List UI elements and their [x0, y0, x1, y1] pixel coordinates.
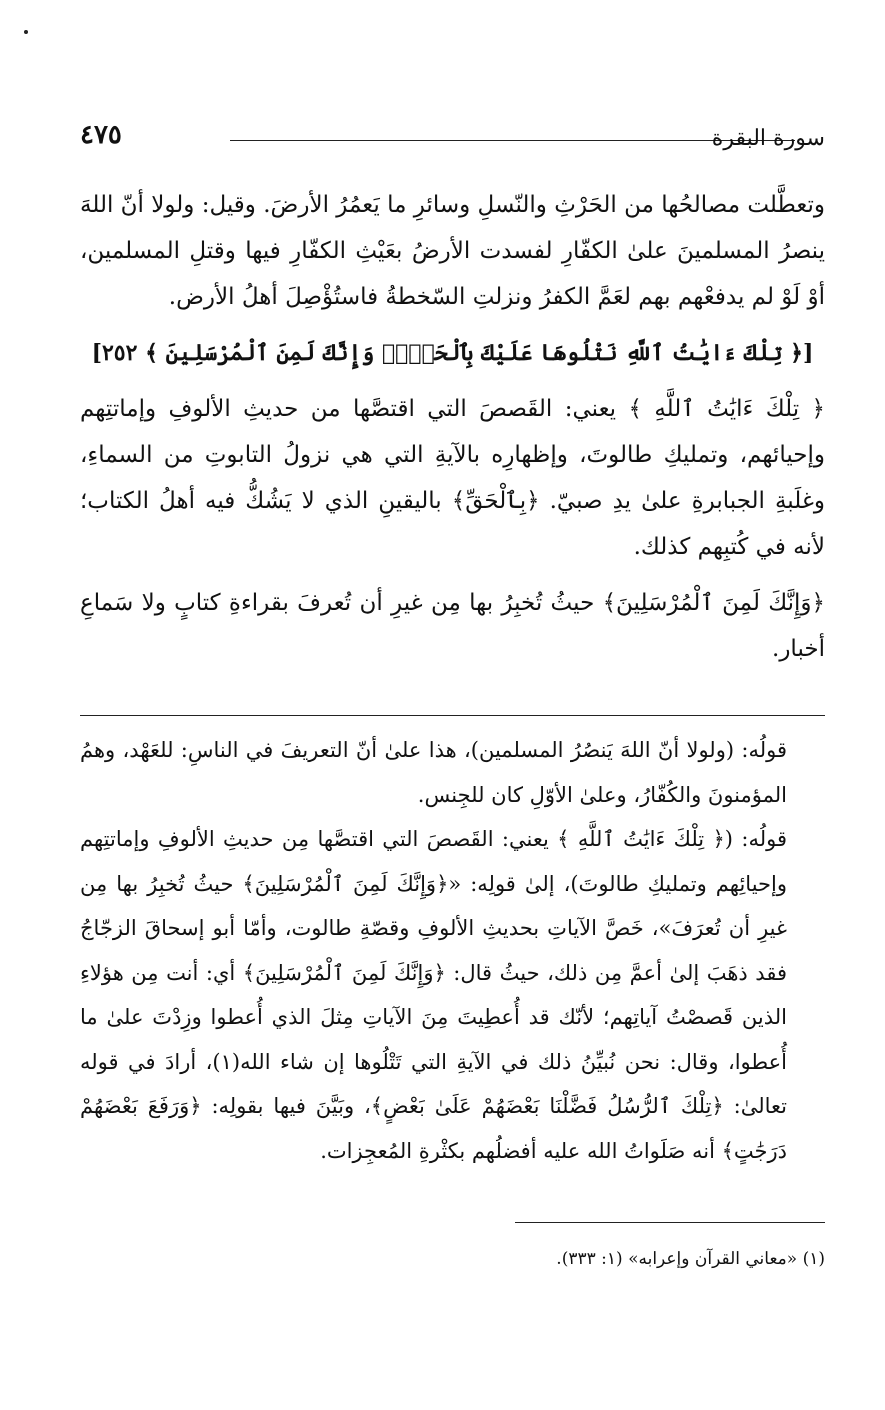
commentary-paragraph-2: قولُه: (﴿ تِلْكَ ءَايَٰتُ ٱللَّهِ ﴾ يعني: القَصصَ التي اقتصَّها مِن حديثِ الألوفِ وإماتتِهم وإحيائِهم وتمليكِ طالوتَ)، إلىٰ قولِه: «﴿وَإِنَّكَ لَمِنَ ٱلْمُرْسَلِينَ﴾ حيثُ تُخبِرُ بها مِن غيرِ أن تُعرَفَ»، خَصَّ الآياتِ بحديثِ الألوفِ وقصّةِ طالوت، وأمّا أبو إسحاقَ الزجّاجُ فقد ذهَبَ إلىٰ أعمَّ مِن ذلك، حيثُ قال: ﴿وَإِنَّكَ لَمِنَ ٱلْمُرْسَلِينَ﴾ أي: أنت مِن هؤلاءِ الذين قَصصْتُ آياتِهم؛ لأنّك قد أُعطِيتَ مِنَ الآياتِ مِثلَ الذي أُعطوا وزِدْتَ علىٰ ما أُعطوا، وقال: نحن نُبيِّنُ ذلك في الآيةِ التي تَتْلُوها إن شاء الله(١)، أرادَ في قوله تعالىٰ: ﴿تِلْكَ ٱلرُّسُلُ فَضَّلْنَا بَعْضَهُمْ عَلَىٰ بَعْضٍ﴾، وبَيَّنَ فيها بقولِه: ﴿وَرَفَعَ بَعْضَهُمْ دَرَجَٰتٍ﴾ أنه صَلَواتُ الله عليه أفضلُهم بكثْرةِ المُعجِزات. [80, 827, 787, 1163]
footnote-divider [515, 1222, 825, 1223]
commentary-paragraph-1: قولُه: (ولولا أنّ اللهَ يَنصُرُ المسلمين)، هذا علىٰ أنّ التعريفَ في الناسِ: للعَهْد، وهمُ المؤمنونَ والكُفّارُ، وعلىٰ الأوّلِ كان للجِنس. [80, 738, 787, 807]
header-rule [230, 140, 795, 141]
page-number: ٤٧٥ [80, 120, 122, 150]
main-text [80, 182, 825, 672]
page-header [80, 120, 825, 160]
surah-title: سورة البقرة [711, 126, 825, 151]
scan-speck [24, 30, 28, 34]
quran-verse: [﴿ تِلْكَ ءَايَٰتُ ٱللَّهِ نَتْلُوهَا عَلَيْكَ بِٱلْحَقِّۚ وَإِنَّكَ لَمِنَ ٱلْمُرْسَلِينَ ﴾ ٢٥٢] [91, 340, 814, 366]
footnote: (١) «معاني القرآن وإعرابه» (١: ٣٣٣). [556, 1249, 825, 1269]
section-divider [80, 715, 825, 716]
paragraph-1: وتعطَّلت مصالحُها من الحَرْثِ والنّسلِ وسائرِ ما يَعمُرُ الأرضَ. وقيل: ولولا أنّ اللهَ ينصرُ المسلمينَ علىٰ الكفّارِ لفسدت الأرضُ بعَيْثِ الكفّارِ فيها وقتلِ المسلمين، أوْ لَوْ لم يدفعْهم بهم لعَمَّ الكفرُ ونزلتِ السّخطةُ فاستُؤْصِلَ أهلُ الأرض. [80, 192, 825, 310]
paragraph-2: ﴿ تِلْكَ ءَايَٰتُ ٱللَّهِ ﴾ يعني: القَصصَ التي اقتصَّها من حديثِ الألوفِ وإماتتِهم وإحيائهم، وتمليكِ طالوتَ، وإظهارِه بالآيةِ التي هي نزولُ التابوتِ من السماءِ، وغلَبةِ الجبابرةِ علىٰ يدِ صبيّ. ﴿بِٱلْحَقِّ﴾ باليقينِ الذي لا يَشُكُّ فيه أهلُ الكتاب؛ لأنه في كُتبِهم كذلك. [80, 396, 825, 560]
commentary-text [80, 728, 825, 1173]
paragraph-3: ﴿وَإِنَّكَ لَمِنَ ٱلْمُرْسَلِينَ﴾ حيثُ تُخبِرُ بها مِن غيرِ أن تُعرفَ بقراءةِ كتابٍ ولا سَماعِ أخبار. [80, 590, 825, 662]
